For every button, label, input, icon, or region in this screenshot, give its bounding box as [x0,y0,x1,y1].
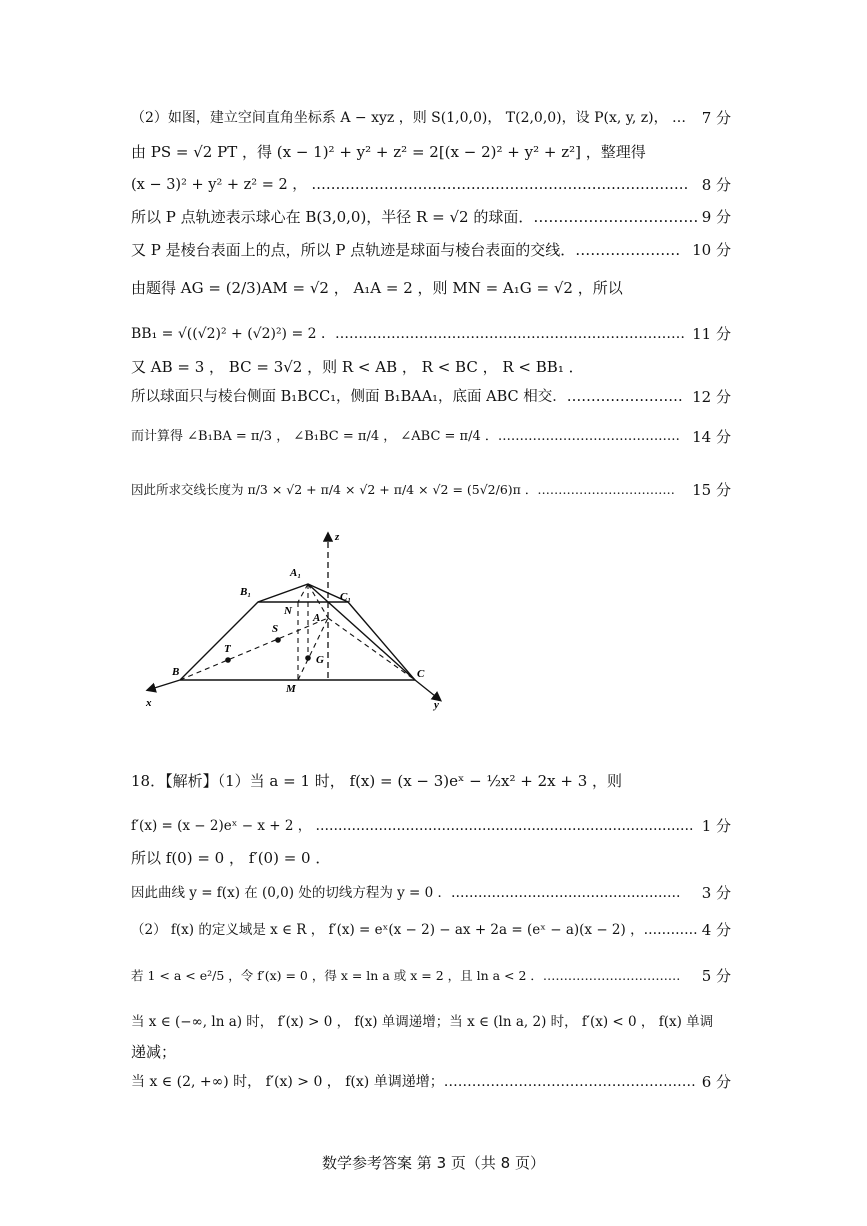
label-x: x [146,697,152,709]
line-text: 所以 f(0) = 0 ， f′(0) = 0 ． [131,849,331,867]
line-text: 当 x ∈ (−∞, ln a) 时， f′(x) > 0 ， f(x) 单调递增；当 x ∈ (ln a, 2) 时， f′(x) < 0 ， f(x) 单调 [131,1014,714,1030]
label-y: y [434,699,439,711]
label-m: M [286,683,296,695]
line-text: f′(x) = (x − 2)eˣ − x + 2 ， ………………………………………………………………………… [131,818,694,834]
line-text: 18．【解析】（1）当 a = 1 时， f(x) = (x − 3)eˣ − ½x² + 2x + 3 ，则 [131,772,623,790]
score-label: 10 分 [692,241,731,259]
x-axis [148,680,180,690]
line-text: 所以球面只与棱台侧面 B₁BCC₁，侧面 B₁BAA₁，底面 ABC 相交．…………………… [131,389,683,405]
line-text: 因此曲线 y = f(x) 在 (0,0) 处的切线方程为 y = 0 ．…………………………………………… [131,885,681,901]
score-label: 14 分 [692,428,731,446]
y-axis [415,680,440,700]
line-text: BB₁ = √((√2)² + (√2)²) = 2 ．………………………………………………………………… [131,326,686,342]
label-t: T [224,643,231,655]
label-c: C [417,668,425,680]
line-text: 所以 P 点轨迹表示球心在 B(3,0,0)，半径 R = √2 的球面．…………………………… [131,208,699,226]
line-text: （2）如图，建立空间直角坐标系 A − xyz ，则 S(1,0,0)， T(2,0,0)，设 P(x, y, z)， … [131,110,687,126]
edge-a1-c [308,584,415,680]
line-text: （2） f(x) 的定义域是 x ∈ R ， f′(x) = eˣ(x − 2) − ax + 2a = (eˣ − a)(x − 2) ，………… [131,922,698,938]
label-a1: A₁ [290,567,302,579]
score-label: 5 分 [701,967,731,985]
line-text: 由题得 AG = (2/3)AM = √2 ， A₁A = 2 ，则 MN = A₁G = √2 ，所以 [131,279,623,297]
hidden-lines [180,584,415,680]
label-c1: C₁ [340,591,352,603]
score-label: 1 分 [701,817,731,835]
line-text: 又 AB = 3 ， BC = 3√2 ，则 R < AB ， R < BC ， R < BB₁ ． [131,358,584,376]
score-label: 15 分 [692,481,731,499]
score-label: 11 分 [692,325,731,343]
label-b1: B₁ [240,586,252,598]
line-text: 递减； [131,1043,177,1061]
label-b: B [172,666,180,678]
score-label: 7 分 [701,109,731,127]
label-a: A [313,612,321,624]
line-text: 由 PS = √2 PT ，得 (x − 1)² + y² + z² = 2[(x − 2)² + y² + z²] ，整理得 [131,143,646,161]
label-g: G [316,654,324,666]
point-s [275,637,281,643]
point-g [305,655,311,661]
line-text: (x − 3)² + y² + z² = 2 ， …………………………………………………………………… [131,177,689,193]
line-text: 当 x ∈ (2, +∞) 时， f′(x) > 0 ， f(x) 单调递增；……………………………………………… [131,1074,696,1090]
label-z: z [335,531,340,543]
score-label: 3 分 [701,884,731,902]
line-text: 而计算得 ∠B₁BA = π/3 ， ∠B₁BC = π/4 ， ∠ABC = π/4 ．…………………………………… [131,429,680,444]
label-s: S [272,623,279,635]
score-label: 6 分 [701,1073,731,1091]
line-text: 因此所求交线长度为 π/3 × √2 + π/4 × √2 + π/4 × √2 = (5√2/6)π ．…………………………… [131,482,675,497]
score-label: 8 分 [701,176,731,194]
score-label: 9 分 [701,208,731,226]
score-label: 4 分 [701,921,731,939]
page-footer: 数学参考答案 第 3 页（共 8 页） [322,1154,545,1172]
frustum-figure [140,528,470,718]
point-t [225,657,231,663]
label-n: N [284,605,292,617]
line-text: 又 P 是棱台表面上的点，所以 P 点轨迹是球面与棱台表面的交线．………………… [131,241,681,259]
score-label: 12 分 [692,388,731,406]
line-text: 若 1 < a < e²/5 ，令 f′(x) = 0 ，得 x = ln a 或 x = 2 ，且 ln a < 2 ．…………………………… [131,968,681,983]
